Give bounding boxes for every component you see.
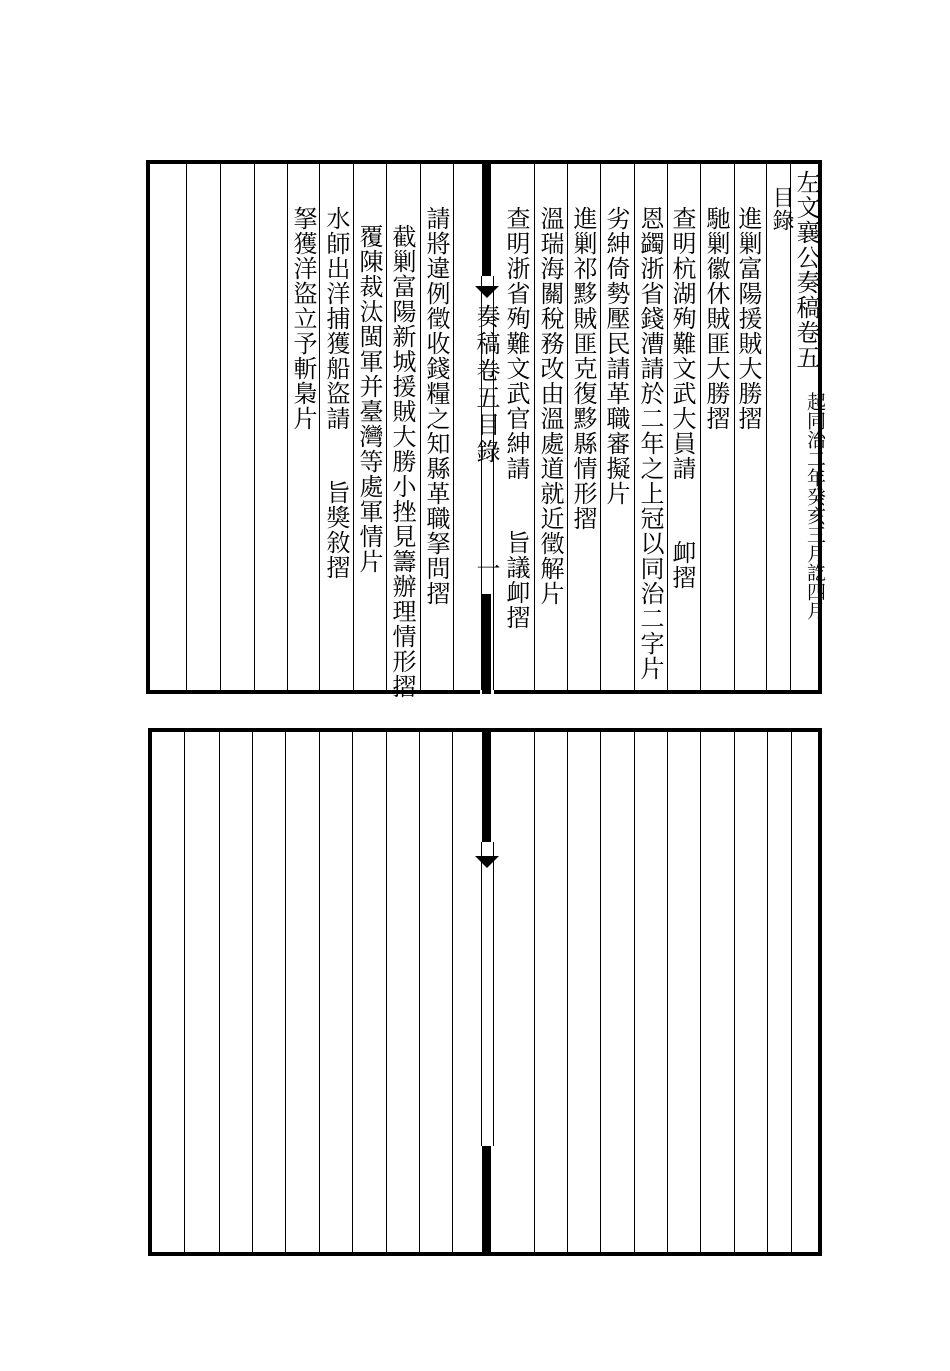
- fish-tail-mark: [475, 856, 499, 868]
- column-rule: [319, 164, 320, 690]
- center-fold-bar-lower: [482, 594, 491, 694]
- toc-entry-text: 截剿富陽新城援賊大勝小挫見籌辦理情形摺: [388, 224, 416, 699]
- column-rule: [184, 732, 185, 1252]
- column-rule: [386, 732, 387, 1252]
- toc-entry-text: 溫瑞海關稅務改由溫處道就近徵解片: [536, 206, 564, 606]
- toc-entry-text: 查明浙省殉難文武官紳請: [502, 206, 530, 481]
- column-rule: [252, 732, 253, 1252]
- column-rule: [353, 164, 354, 690]
- toc-entry: [536, 206, 564, 606]
- column-rule: [420, 164, 421, 690]
- column-rule: [600, 732, 601, 1252]
- column-rule: [634, 732, 635, 1252]
- column-rule: [767, 732, 768, 1252]
- toc-entry: [355, 224, 383, 574]
- column-rule: [791, 732, 792, 1252]
- column-rule: [220, 164, 221, 690]
- column-rule: [287, 164, 288, 690]
- book-header: [792, 170, 820, 370]
- toc-entry-note: 旨獎敘摺: [322, 480, 350, 580]
- column-rule: [567, 164, 568, 690]
- toc-entry-text: 請將違例徵收錢糧之知縣革職拏問摺: [422, 206, 450, 606]
- blank-page: [148, 728, 822, 1256]
- toc-entry-text: 覆陳裁汰閩軍并臺灣等處軍情片: [355, 224, 383, 574]
- toc-entry-text: 拏獲洋盜立予斬梟片: [289, 206, 317, 431]
- toc-entry: [388, 224, 416, 699]
- toc-entry-text: 進剿富陽援賊大勝摺: [734, 206, 762, 431]
- column-rule: [567, 732, 568, 1252]
- book-title: 左文襄公奏稿卷五: [792, 170, 820, 370]
- toc-entry: [734, 206, 762, 431]
- toc-entry: [636, 206, 664, 681]
- column-rule: [700, 732, 701, 1252]
- header-note-line-2: 亥三月訖四月: [804, 506, 826, 620]
- column-rule: [419, 732, 420, 1252]
- center-fold-line: [493, 842, 494, 1146]
- toc-entry-note: 卹摺: [668, 540, 696, 590]
- header-note: [792, 392, 826, 620]
- toc-page: [146, 160, 826, 699]
- column-rule: [766, 164, 767, 690]
- column-rule: [452, 732, 453, 1252]
- center-fold-gap: [480, 842, 494, 1146]
- toc-entry-text: 進剿祁黟賊匪克復黟縣情形摺: [569, 206, 597, 531]
- center-fold-line: [481, 842, 482, 1146]
- column-rule: [634, 164, 635, 690]
- toc-entry: [289, 206, 317, 431]
- column-rule: [254, 164, 255, 690]
- toc-entry-text: 恩蠲浙省錢漕請於二年之上冠以同治二字片: [636, 206, 664, 681]
- toc-entry: [602, 206, 630, 506]
- column-rule: [534, 732, 535, 1252]
- toc-entry: [668, 206, 696, 590]
- folio-number: 一: [472, 556, 500, 583]
- toc-entry: [422, 206, 450, 606]
- column-rule: [700, 164, 701, 690]
- column-rule: [219, 732, 220, 1252]
- toc-entry: [322, 206, 350, 580]
- fish-tail-mark: [475, 286, 499, 298]
- column-rule: [352, 732, 353, 1252]
- toc-entry: [502, 206, 530, 630]
- column-rule: [319, 732, 320, 1252]
- column-rule: [386, 164, 387, 690]
- column-rule: [790, 164, 791, 690]
- column-rule: [734, 732, 735, 1252]
- column-rule: [453, 164, 454, 690]
- toc-entry-note: 旨議卹摺: [502, 530, 530, 630]
- column-rule: [667, 732, 668, 1252]
- toc-entry: [702, 206, 730, 431]
- toc-entry: [569, 206, 597, 531]
- column-rule: [600, 164, 601, 690]
- column-rule: [285, 732, 286, 1252]
- toc-entry-text: 查明杭湖殉難文武大員請: [668, 206, 696, 481]
- section-title: 目錄: [769, 186, 794, 232]
- toc-entry-text: 劣紳倚勢壓民請革職審擬片: [602, 206, 630, 506]
- toc-entry-text: 水師出洋捕獲船盜請: [322, 206, 350, 431]
- fold-title: 奏稿卷五目錄: [472, 304, 500, 466]
- column-rule: [534, 164, 535, 690]
- toc-entry-text: 馳剿徽休賊匪大勝摺: [702, 206, 730, 431]
- column-rule: [186, 164, 187, 690]
- header-note-line-1: 起同治二年癸: [804, 392, 826, 506]
